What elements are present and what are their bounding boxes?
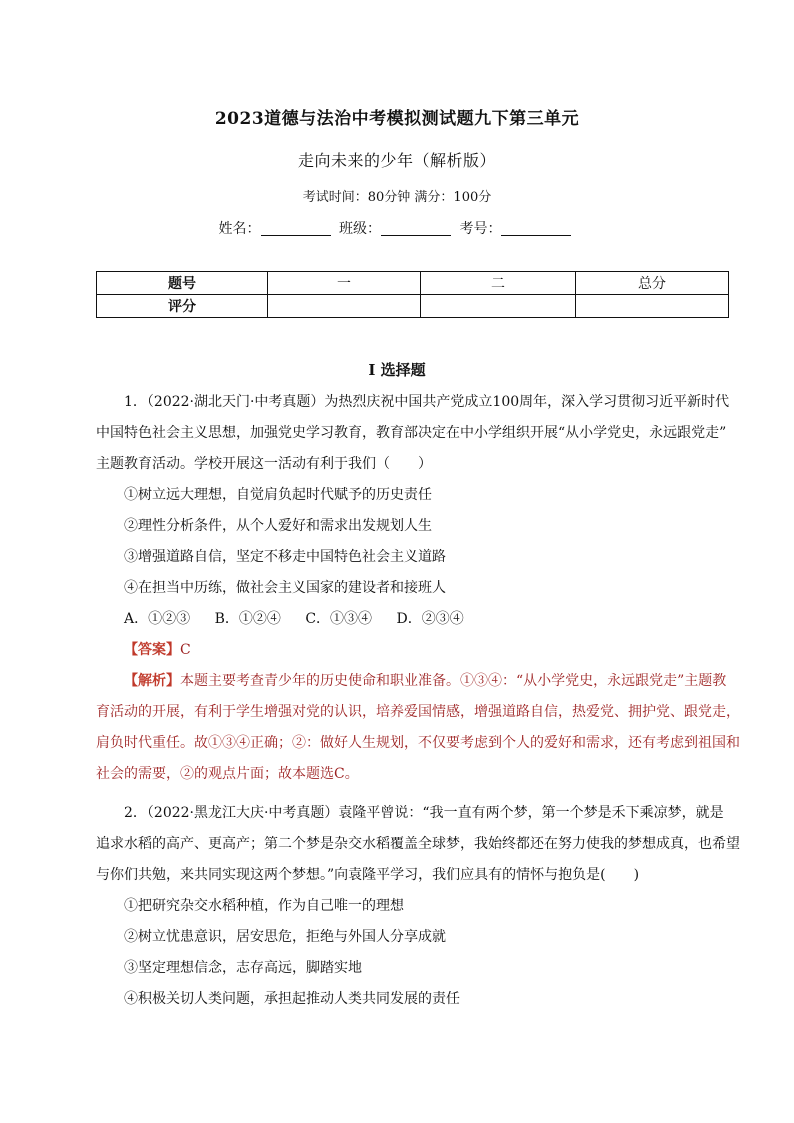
student-info-row bbox=[0, 218, 794, 238]
question-text-line: 2．（2022·黑龙江大庆·中考真题）袁隆平曾说：“我一直有两个梦，第一个梦是禾下乘凉梦，就是 bbox=[124, 805, 724, 821]
question-text-line: 1．（2022·湖北天门·中考真题）为热烈庆祝中国共产党成立100周年，深入学习贯彻习近平新时代 bbox=[124, 394, 730, 410]
section-title: I 选择题 bbox=[368, 361, 426, 379]
answer-options bbox=[96, 604, 729, 635]
name-label: 姓名： bbox=[218, 221, 261, 237]
class-label: 班级： bbox=[339, 221, 381, 237]
analysis-line: 肩负时代重任。故①③④正确；②：做好人生规划，不仅要考虑到个人的爱好和需求，还有考虑到祖国和 bbox=[96, 735, 740, 751]
score-table-header-row bbox=[97, 272, 729, 295]
question-text-line: 主题教育活动。学校开展这一活动有利于我们（ ） bbox=[96, 456, 432, 472]
score-header-cell: 二 bbox=[421, 272, 576, 295]
question-2 bbox=[96, 798, 740, 1015]
score-table bbox=[96, 271, 729, 318]
score-cell[interactable] bbox=[421, 295, 576, 318]
document-title: 2023道德与法治中考模拟测试题九下第三单元 bbox=[214, 109, 580, 129]
statement-item: ②树立忧患意识，居安思危，拒绝与外国人分享成就 bbox=[124, 929, 446, 945]
option-c[interactable]: C．①③④ bbox=[305, 611, 373, 627]
score-row-label: 评分 bbox=[97, 295, 268, 318]
statement-item: ③坚定理想信念，志存高远，脚踏实地 bbox=[124, 960, 362, 976]
statement-item: ②理性分析条件，从个人爱好和需求出发规划人生 bbox=[124, 518, 432, 534]
score-header-cell: 总分 bbox=[576, 272, 729, 295]
option-b[interactable]: B．①②④ bbox=[214, 611, 281, 627]
answer-tag: 【答案】 bbox=[124, 642, 180, 658]
score-cell[interactable] bbox=[268, 295, 421, 318]
analysis-line: 社会的需要，②的观点片面；故本题选C。 bbox=[96, 766, 359, 782]
statement-item: ③增强道路自信，坚定不移走中国特色社会主义道路 bbox=[124, 549, 446, 565]
option-a[interactable]: A．①②③ bbox=[124, 611, 191, 627]
question-text-line: 与你们共勉，来共同实现这两个梦想。”向袁隆平学习，我们应具有的情怀与抱负是( ) bbox=[96, 867, 640, 883]
analysis-text: 本题主要考查青少年的历史使命和职业准备。①③④：“从小学党史，永远跟党走”主题教 bbox=[180, 673, 727, 689]
analysis-line bbox=[96, 666, 729, 697]
question-1 bbox=[96, 387, 740, 790]
score-table-row bbox=[97, 295, 729, 318]
score-cell[interactable] bbox=[576, 295, 729, 318]
option-d[interactable]: D．②③④ bbox=[396, 611, 464, 627]
statement-item: ④在担当中历练，做社会主义国家的建设者和接班人 bbox=[124, 580, 446, 596]
class-blank[interactable] bbox=[381, 221, 451, 236]
question-text-line: 追求水稻的高产、更高产；第二个梦是杂交水稻覆盖全球梦，我始终都还在努力使我的梦想成真，也希望 bbox=[96, 836, 740, 852]
statement-item: ①把研究杂交水稻种植，作为自己唯一的理想 bbox=[124, 898, 404, 914]
score-header-cell: 一 bbox=[268, 272, 421, 295]
number-label: 考号： bbox=[459, 221, 502, 237]
number-blank[interactable] bbox=[501, 221, 571, 236]
document-subtitle: 走向未来的少年（解析版） bbox=[297, 151, 496, 170]
question-text-line: 中国特色社会主义思想，加强党史学习教育，教育部决定在中小学组织开展“从小学党史，永远跟党走” bbox=[96, 425, 727, 441]
statement-item: ①树立远大理想，自觉肩负起时代赋予的历史责任 bbox=[124, 487, 432, 503]
answer-line bbox=[96, 635, 729, 666]
analysis-tag: 【解析】 bbox=[124, 673, 180, 689]
exam-info: 考试时间：80分钟 满分：100分 bbox=[302, 190, 492, 205]
name-blank[interactable] bbox=[261, 221, 331, 236]
statement-item: ④积极关切人类问题，承担起推动人类共同发展的责任 bbox=[124, 991, 460, 1007]
analysis-line: 育活动的开展，有利于学生增强对党的认识，培养爱国情感，增强道路自信，热爱党、拥护党、跟党走， bbox=[96, 704, 740, 720]
answer-value: C bbox=[180, 642, 191, 658]
score-header-cell: 题号 bbox=[97, 272, 268, 295]
